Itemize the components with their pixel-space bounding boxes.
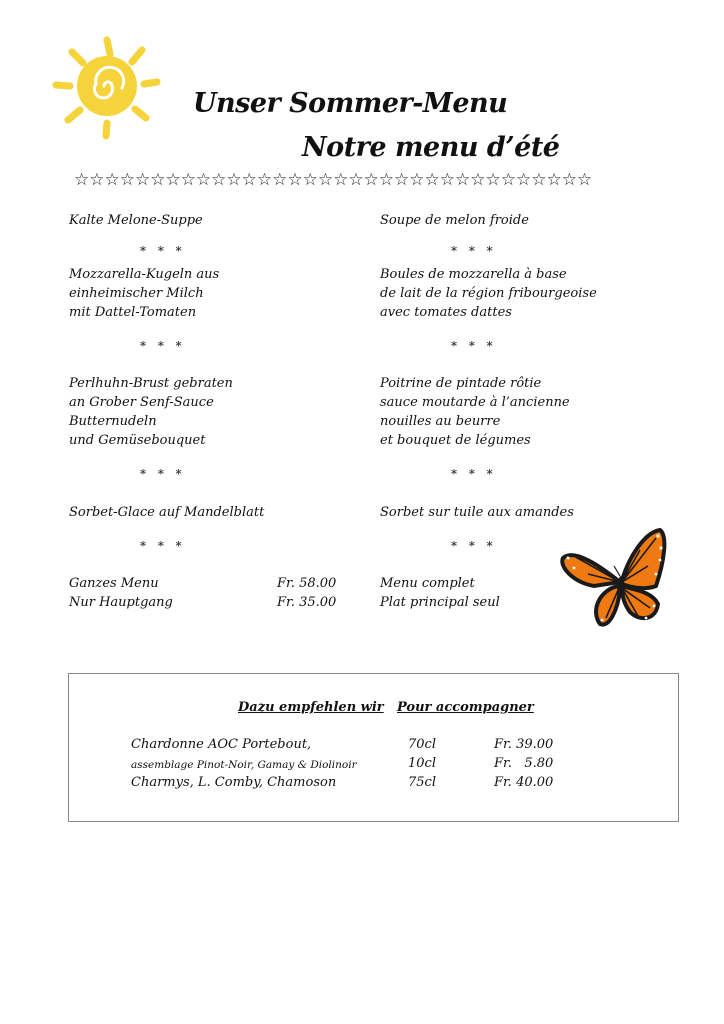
course-3-de-line: an Grober Senf-Sauce [69, 395, 214, 410]
separator-de: * * * [140, 339, 186, 353]
wine-heading-fr: Pour accompagner [397, 700, 534, 715]
separator-fr: * * * [451, 539, 497, 553]
price-label-fr: Menu complet [380, 576, 475, 591]
wine-name: assemblage Pinot-Noir, Gamay & Diolinoir [131, 759, 357, 771]
separator-fr: * * * [451, 467, 497, 481]
course-3-de-line: Perlhuhn-Brust gebraten [69, 376, 233, 391]
course-3-fr-line: et bouquet de légumes [380, 433, 531, 448]
course-1-de: Kalte Melone-Suppe [69, 213, 203, 228]
wine-price: Fr. 5.80 [494, 756, 554, 771]
course-2-de-line: mit Dattel-Tomaten [69, 305, 197, 320]
title-german: Unser Sommer-Menu [193, 88, 508, 119]
star-divider: ☆☆☆☆☆☆☆☆☆☆☆☆☆☆☆☆☆☆☆☆☆☆☆☆☆☆☆☆☆☆☆☆☆☆ [74, 170, 593, 190]
separator-fr: * * * [451, 244, 497, 258]
wine-size: 75cl [408, 775, 436, 790]
wine-heading-de: Dazu empfehlen wir [238, 700, 384, 715]
course-2-fr-line: Boules de mozzarella à base [380, 267, 567, 282]
price-value: Fr. 35.00 [277, 595, 337, 610]
course-3-fr-line: sauce moutarde à l’ancienne [380, 395, 570, 410]
course-3-de-line: und Gemüsebouquet [69, 433, 206, 448]
course-2-fr-line: de lait de la région fribourgeoise [380, 286, 597, 301]
wine-name: Chardonne AOC Portebout, [131, 737, 312, 752]
price-value: Fr. 58.00 [277, 576, 337, 591]
price-label-de: Nur Hauptgang [69, 595, 173, 610]
wine-size: 10cl [408, 756, 436, 771]
separator-fr: * * * [451, 339, 497, 353]
butterfly-icon [560, 526, 670, 630]
course-2-de-line: einheimischer Milch [69, 286, 204, 301]
price-label-fr: Plat principal seul [380, 595, 500, 610]
wine-size: 70cl [408, 737, 436, 752]
course-2-de-line: Mozzarella-Kugeln aus [69, 267, 220, 282]
title-french: Notre menu d’été [302, 132, 560, 163]
course-4-fr: Sorbet sur tuile aux amandes [380, 505, 574, 520]
separator-de: * * * [140, 467, 186, 481]
separator-de: * * * [140, 244, 186, 258]
course-2-fr-line: avec tomates dattes [380, 305, 512, 320]
separator-de: * * * [140, 539, 186, 553]
course-3-fr-line: Poitrine de pintade rôtie [380, 376, 542, 391]
sun-icon [50, 32, 165, 144]
course-4-de: Sorbet-Glace auf Mandelblatt [69, 505, 265, 520]
price-label-de: Ganzes Menu [69, 576, 159, 591]
course-3-de-line: Butternudeln [69, 414, 157, 429]
wine-price: Fr. 39.00 [494, 737, 554, 752]
wine-price: Fr. 40.00 [494, 775, 554, 790]
course-1-fr: Soupe de melon froide [380, 213, 529, 228]
course-3-fr-line: nouilles au beurre [380, 414, 501, 429]
wine-name: Charmys, L. Comby, Chamoson [131, 775, 337, 790]
